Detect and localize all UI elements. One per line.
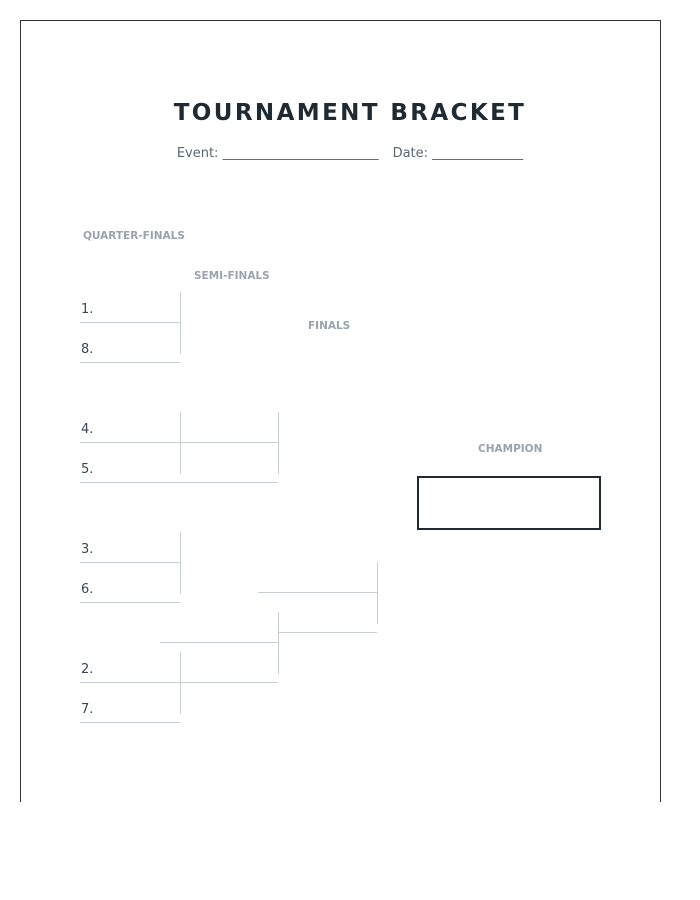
date-field: Date: ______________ xyxy=(392,146,524,161)
sf-slot-line xyxy=(180,682,278,683)
sf-connector-line xyxy=(278,412,279,474)
qf-slot-line xyxy=(80,682,180,683)
event-date-line xyxy=(0,146,700,161)
qf-connector-line xyxy=(180,532,181,594)
final-slot-line xyxy=(278,632,377,633)
seed-6-number: 6. xyxy=(81,582,94,597)
sf-slot-line xyxy=(160,642,278,643)
semi-finals-label: SEMI-FINALS xyxy=(194,270,270,282)
qf-slot-line xyxy=(80,482,180,483)
sf-slot-line xyxy=(180,482,278,483)
champion-label: CHAMPION xyxy=(478,443,543,455)
qf-slot-line xyxy=(80,602,180,603)
seed-5-number: 5. xyxy=(81,462,94,477)
bracket-sheet xyxy=(20,20,661,802)
quarter-finals-label: QUARTER-FINALS xyxy=(83,230,185,242)
qf-slot-line xyxy=(80,562,180,563)
final-slot-line xyxy=(258,592,378,593)
qf-slot-line xyxy=(80,362,180,363)
page-title: TOURNAMENT BRACKET xyxy=(173,100,527,126)
seed-3-number: 3. xyxy=(81,542,94,557)
seed-1-number: 1. xyxy=(81,302,94,317)
qf-connector-line xyxy=(180,292,181,354)
seed-2-number: 2. xyxy=(81,662,94,677)
finals-label: FINALS xyxy=(308,320,351,332)
sf-slot-line xyxy=(160,442,278,443)
seed-7-number: 7. xyxy=(81,702,94,717)
champion-box xyxy=(417,476,601,530)
seed-8-number: 8. xyxy=(81,342,94,357)
event-field: Event: ________________________ xyxy=(176,146,379,161)
final-connector-line xyxy=(377,562,378,624)
seed-4-number: 4. xyxy=(81,422,94,437)
qf-slot-line xyxy=(80,322,180,323)
sf-connector-line xyxy=(278,612,279,674)
qf-slot-line xyxy=(80,722,180,723)
qf-connector-line xyxy=(180,412,181,474)
qf-connector-line xyxy=(180,652,181,714)
